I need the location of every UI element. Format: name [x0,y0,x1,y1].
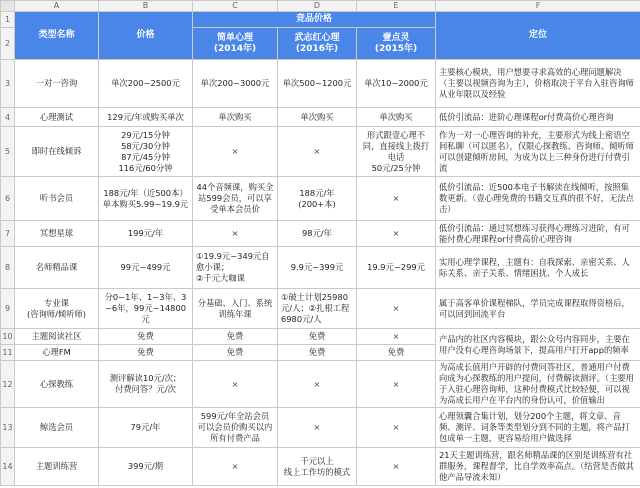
column-header-f[interactable]: F [436,1,640,12]
cell-positioning[interactable]: 心理领囊合集计划，划分200个主题，将文章、音频、测评、词条等类型划分到不同的主题，将产品打包成单一主题，更容易给用户做选择 [436,408,640,448]
cell-competitor-3[interactable]: × [357,221,436,247]
cell-competitor-3[interactable]: 单次购买 [357,108,436,127]
cell-competitor-1[interactable]: × [193,127,278,177]
cell-positioning[interactable]: 产品内的社区内容模块，跟公众号内容同步，主要在用户没有心理咨询场景下，提高用户打开app的频率 [436,329,640,361]
cell-price[interactable]: 免费 [99,329,193,345]
cell-type[interactable]: 心理FM [15,345,99,361]
cell-competitor-2[interactable]: 188元/年 (200+本) [278,177,357,221]
table-row [1,127,640,177]
select-all-corner[interactable] [1,1,15,12]
row-number[interactable]: 5 [1,127,15,177]
row-number[interactable]: 6 [1,177,15,221]
table-row [1,177,640,221]
cell-competitor-2[interactable]: 98元/年 [278,221,357,247]
cell-competitor-1[interactable]: × [193,221,278,247]
row-number[interactable]: 10 [1,329,15,345]
cell-type[interactable]: 心理测试 [15,108,99,127]
cell-type[interactable]: 鲸选会员 [15,408,99,448]
header-competitor-1[interactable]: 简单心理 (2014年) [193,28,278,60]
cell-competitor-3[interactable]: × [357,289,436,329]
cell-competitor-3[interactable]: × [357,408,436,448]
cell-competitor-1[interactable]: × [193,448,278,486]
cell-competitor-2[interactable]: 单次500~1200元 [278,60,357,108]
table-row [1,289,640,329]
row-number[interactable]: 3 [1,60,15,108]
cell-type[interactable]: 专业课 (咨询师/倾听师) [15,289,99,329]
cell-competitor-1[interactable]: ①19.9元~349元自愈小课； ②千元大咖课 [193,247,278,289]
cell-positioning[interactable]: 实用心理学课程，主题有：自我探索、亲密关系、人际关系、亲子关系、情绪困扰、个人成长 [436,247,640,289]
cell-competitor-2[interactable]: × [278,408,357,448]
cell-price[interactable]: 29元/15分钟 58元/30分钟 87元/45分钟 116元/60分钟 [99,127,193,177]
cell-competitor-2[interactable]: 9.9元~399元 [278,247,357,289]
table-row [1,448,640,486]
cell-competitor-2[interactable]: × [278,361,357,408]
cell-type[interactable]: 听书会员 [15,177,99,221]
cell-competitor-1[interactable]: 单次购买 [193,108,278,127]
cell-price[interactable]: 单次200~2500元 [99,60,193,108]
cell-type[interactable]: 名师精品课 [15,247,99,289]
table-row [1,108,640,127]
cell-competitor-1[interactable]: 免费 [193,329,278,345]
header-competitor-group[interactable]: 竞品价格 [193,12,436,28]
row-number[interactable]: 11 [1,345,15,361]
cell-competitor-3[interactable]: 免费 [357,345,436,361]
cell-price[interactable]: 测评解读10元/次； 付费问答？元/次 [99,361,193,408]
table-row [1,247,640,289]
column-header-c[interactable]: C [193,1,278,12]
cell-competitor-1[interactable]: 免费 [193,345,278,361]
column-header-b[interactable]: B [99,1,193,12]
cell-competitor-3[interactable]: × [357,177,436,221]
cell-type[interactable]: 主题训练营 [15,448,99,486]
table-row [1,221,640,247]
header-competitor-3[interactable]: 壹点灵 (2015年) [357,28,436,60]
cell-competitor-1[interactable]: 599元/年全站会员 可以会员价购买以内所有付费产品 [193,408,278,448]
row-number[interactable]: 9 [1,289,15,329]
cell-competitor-2[interactable]: 免费 [278,329,357,345]
cell-price[interactable]: 188元/年（近500本） 单本购买5.99~19.9元 [99,177,193,221]
cell-competitor-3[interactable]: × [357,329,436,345]
cell-positioning[interactable]: 属于高客单价课程梯队，学员完成课程取得资格后，可以回到回流平台 [436,289,640,329]
cell-type[interactable]: 冥想星球 [15,221,99,247]
column-header-a[interactable]: A [15,1,99,12]
cell-price[interactable]: 99元~499元 [99,247,193,289]
cell-price[interactable]: 399元/期 [99,448,193,486]
cell-competitor-3[interactable]: 19.9元~299元 [357,247,436,289]
cell-competitor-3[interactable]: × [357,448,436,486]
header-type[interactable]: 类型名称 [15,12,99,60]
header-price[interactable]: 价格 [99,12,193,60]
cell-competitor-2[interactable]: 千元以上 线上工作坊的模式 [278,448,357,486]
cell-price[interactable]: 分0~1年、1~3年、3~6年，99元~14800元 [99,289,193,329]
column-header-d[interactable]: D [278,1,357,12]
header-row-1 [1,12,640,28]
cell-price[interactable]: 免费 [99,345,193,361]
cell-competitor-3[interactable]: 形式跟壹心理不同，直接线上拨打电话 50元/25分钟 [357,127,436,177]
row-number[interactable]: 12 [1,361,15,408]
row-number[interactable]: 14 [1,448,15,486]
cell-competitor-3[interactable]: 单次10~2000元 [357,60,436,108]
table-row [1,408,640,448]
row-number[interactable]: 13 [1,408,15,448]
cell-type[interactable]: 主题阅读社区 [15,329,99,345]
row-number[interactable]: 2 [1,28,15,60]
table-row [1,361,640,408]
row-number[interactable]: 4 [1,108,15,127]
cell-positioning[interactable]: 为高成长值用户开辟的付费问答社区，普通用户付费向成为心探教练的用户提问，付费解读测评。（主要用于入驻心理咨询师，这种付费模式比较轻便，可以视为高成长用户在平台内的身份认可，价值输出 [436,361,640,408]
header-positioning[interactable]: 定位 [436,12,640,60]
column-header-row [1,1,640,12]
row-number[interactable]: 1 [1,12,15,28]
cell-competitor-2[interactable]: ①破土计划25980元/人；②扎根工程6980元/人 [278,289,357,329]
cell-competitor-2[interactable]: 免费 [278,345,357,361]
column-header-e[interactable]: E [357,1,436,12]
cell-price[interactable]: 79元/年 [99,408,193,448]
cell-price[interactable]: 129元/年或购买单次 [99,108,193,127]
cell-positioning[interactable]: 低价引流品：通过冥想练习获得心理练习进阶，有可能付费心理课程or付费高价心理咨询 [436,221,640,247]
cell-positioning[interactable]: 21天主题训练营，跟名师精品课的区别是训练营有社群服务，课程督学，比自学效率高点。（结营是否做其他产品导流未知） [436,448,640,486]
cell-competitor-2[interactable]: 单次购买 [278,108,357,127]
cell-price[interactable]: 199元/年 [99,221,193,247]
cell-competitor-2[interactable]: × [278,127,357,177]
cell-type[interactable]: 即时在线倾诉 [15,127,99,177]
cell-competitor-1[interactable]: × [193,361,278,408]
cell-positioning[interactable]: 作为一对一心理咨询的补充，主要形式为线上密语空间私聊（可以匿名），仅限心探教练、咨询师、倾听师可以创建倾听房间，为成为以上三种身份进行付费引流 [436,127,640,177]
header-competitor-2[interactable]: 武志红心理 (2016年) [278,28,357,60]
cell-competitor-3[interactable]: × [357,361,436,408]
cell-positioning[interactable]: 低价引流品：近500本电子书解读在线倾听，按照集数更新。（壹心理免费的书籍交互真的很不好，无法点击） [436,177,640,221]
cell-competitor-1[interactable]: 分基础、入门、系统训练年课 [193,289,278,329]
cell-positioning[interactable]: 主要核心模块，用户想要寻求高效的心理问题解决（主要以视频咨询为主），价格取决于平台入驻咨询师从业年限以及经验 [436,60,640,108]
table-row [1,329,640,345]
table-row [1,60,640,108]
cell-positioning[interactable]: 低价引流品：进阶心理课程or付费高价心理咨询 [436,108,640,127]
row-number[interactable]: 7 [1,221,15,247]
cell-type[interactable]: 心探教练 [15,361,99,408]
cell-competitor-1[interactable]: 44个音频课，购买全站599会员，可以享受单本会员价 [193,177,278,221]
cell-type[interactable]: 一对一咨询 [15,60,99,108]
row-number[interactable]: 8 [1,247,15,289]
cell-competitor-1[interactable]: 单次200~3000元 [193,60,278,108]
